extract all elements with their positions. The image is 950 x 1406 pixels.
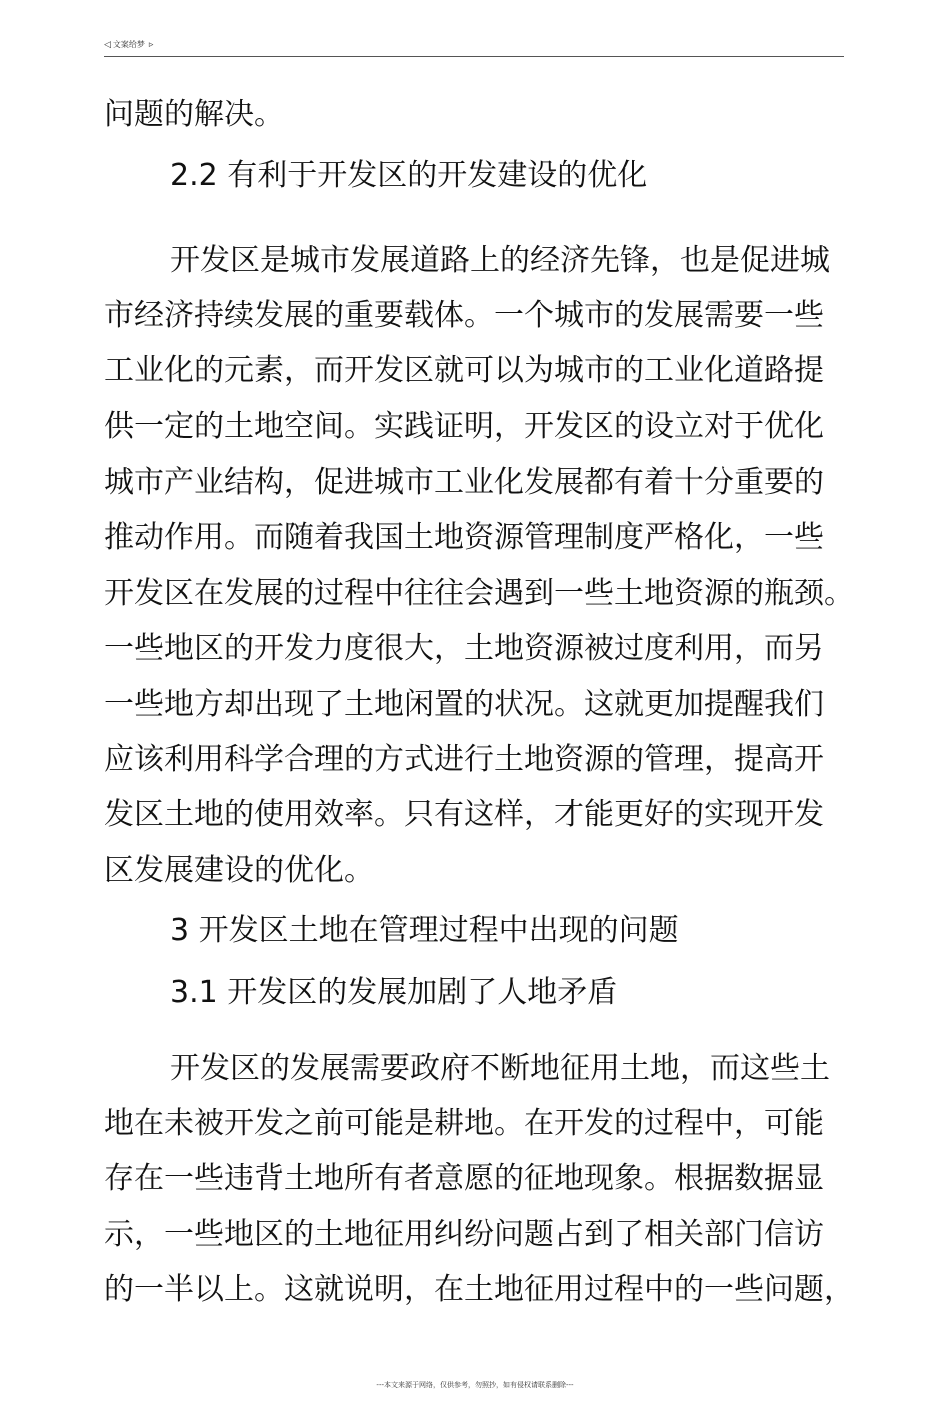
section-heading-2-2: 2.2 有利于开发区的开发建设的优化 [170, 158, 648, 193]
paragraph-line: 发区土地的使用效率。只有这样，才能更好的实现开发 [104, 797, 824, 832]
page-footer: ---本文来源于网络，仅供参考，勿照抄，如有侵权请联系删除--- [376, 1381, 574, 1389]
paragraph-line: 应该利用科学合理的方式进行土地资源的管理，提高开 [104, 742, 824, 777]
left-triangle-icon: ◁ [104, 40, 111, 50]
paragraph-line: 示，一些地区的土地征用纠纷问题占到了相关部门信访 [104, 1217, 824, 1252]
paragraph-line: 开发区是城市发展道路上的经济先锋，也是促进城 [170, 243, 830, 278]
paragraph-line: 城市产业结构，促进城市工业化发展都有着十分重要的 [104, 465, 824, 500]
paragraph-line: 区发展建设的优化。 [104, 853, 374, 888]
paragraph-line: 开发区的发展需要政府不断地征用土地，而这些土 [170, 1051, 830, 1086]
right-triangle-icon: ▹ [148, 40, 154, 50]
page-header [104, 38, 844, 57]
paragraph-line: 一些地区的开发力度很大，土地资源被过度利用，而另 [104, 631, 824, 666]
paragraph-line: 工业化的元素，而开发区就可以为城市的工业化道路提 [104, 353, 824, 388]
paragraph-line: 开发区在发展的过程中往往会遇到一些土地资源的瓶颈。 [104, 576, 854, 611]
section-heading-3: 3 开发区土地在管理过程中出现的问题 [170, 913, 679, 948]
paragraph-line: 问题的解决。 [104, 97, 284, 132]
paragraph-line: 存在一些违背土地所有者意愿的征地现象。根据数据显 [104, 1161, 824, 1196]
paragraph-line: 供一定的土地空间。实践证明，开发区的设立对于优化 [104, 409, 824, 444]
paragraph-line: 市经济持续发展的重要载体。一个城市的发展需要一些 [104, 298, 824, 333]
section-heading-3-1: 3.1 开发区的发展加剧了人地矛盾 [170, 975, 618, 1010]
paragraph-line: 地在未被开发之前可能是耕地。在开发的过程中，可能 [104, 1106, 824, 1141]
paragraph-line: 推动作用。而随着我国土地资源管理制度严格化，一些 [104, 520, 824, 555]
paragraph-line: 一些地方却出现了土地闲置的状况。这就更加提醒我们 [104, 687, 824, 722]
header-label: 文案给梦 [112, 40, 145, 49]
paragraph-line: 的一半以上。这就说明，在土地征用过程中的一些问题， [104, 1272, 854, 1307]
